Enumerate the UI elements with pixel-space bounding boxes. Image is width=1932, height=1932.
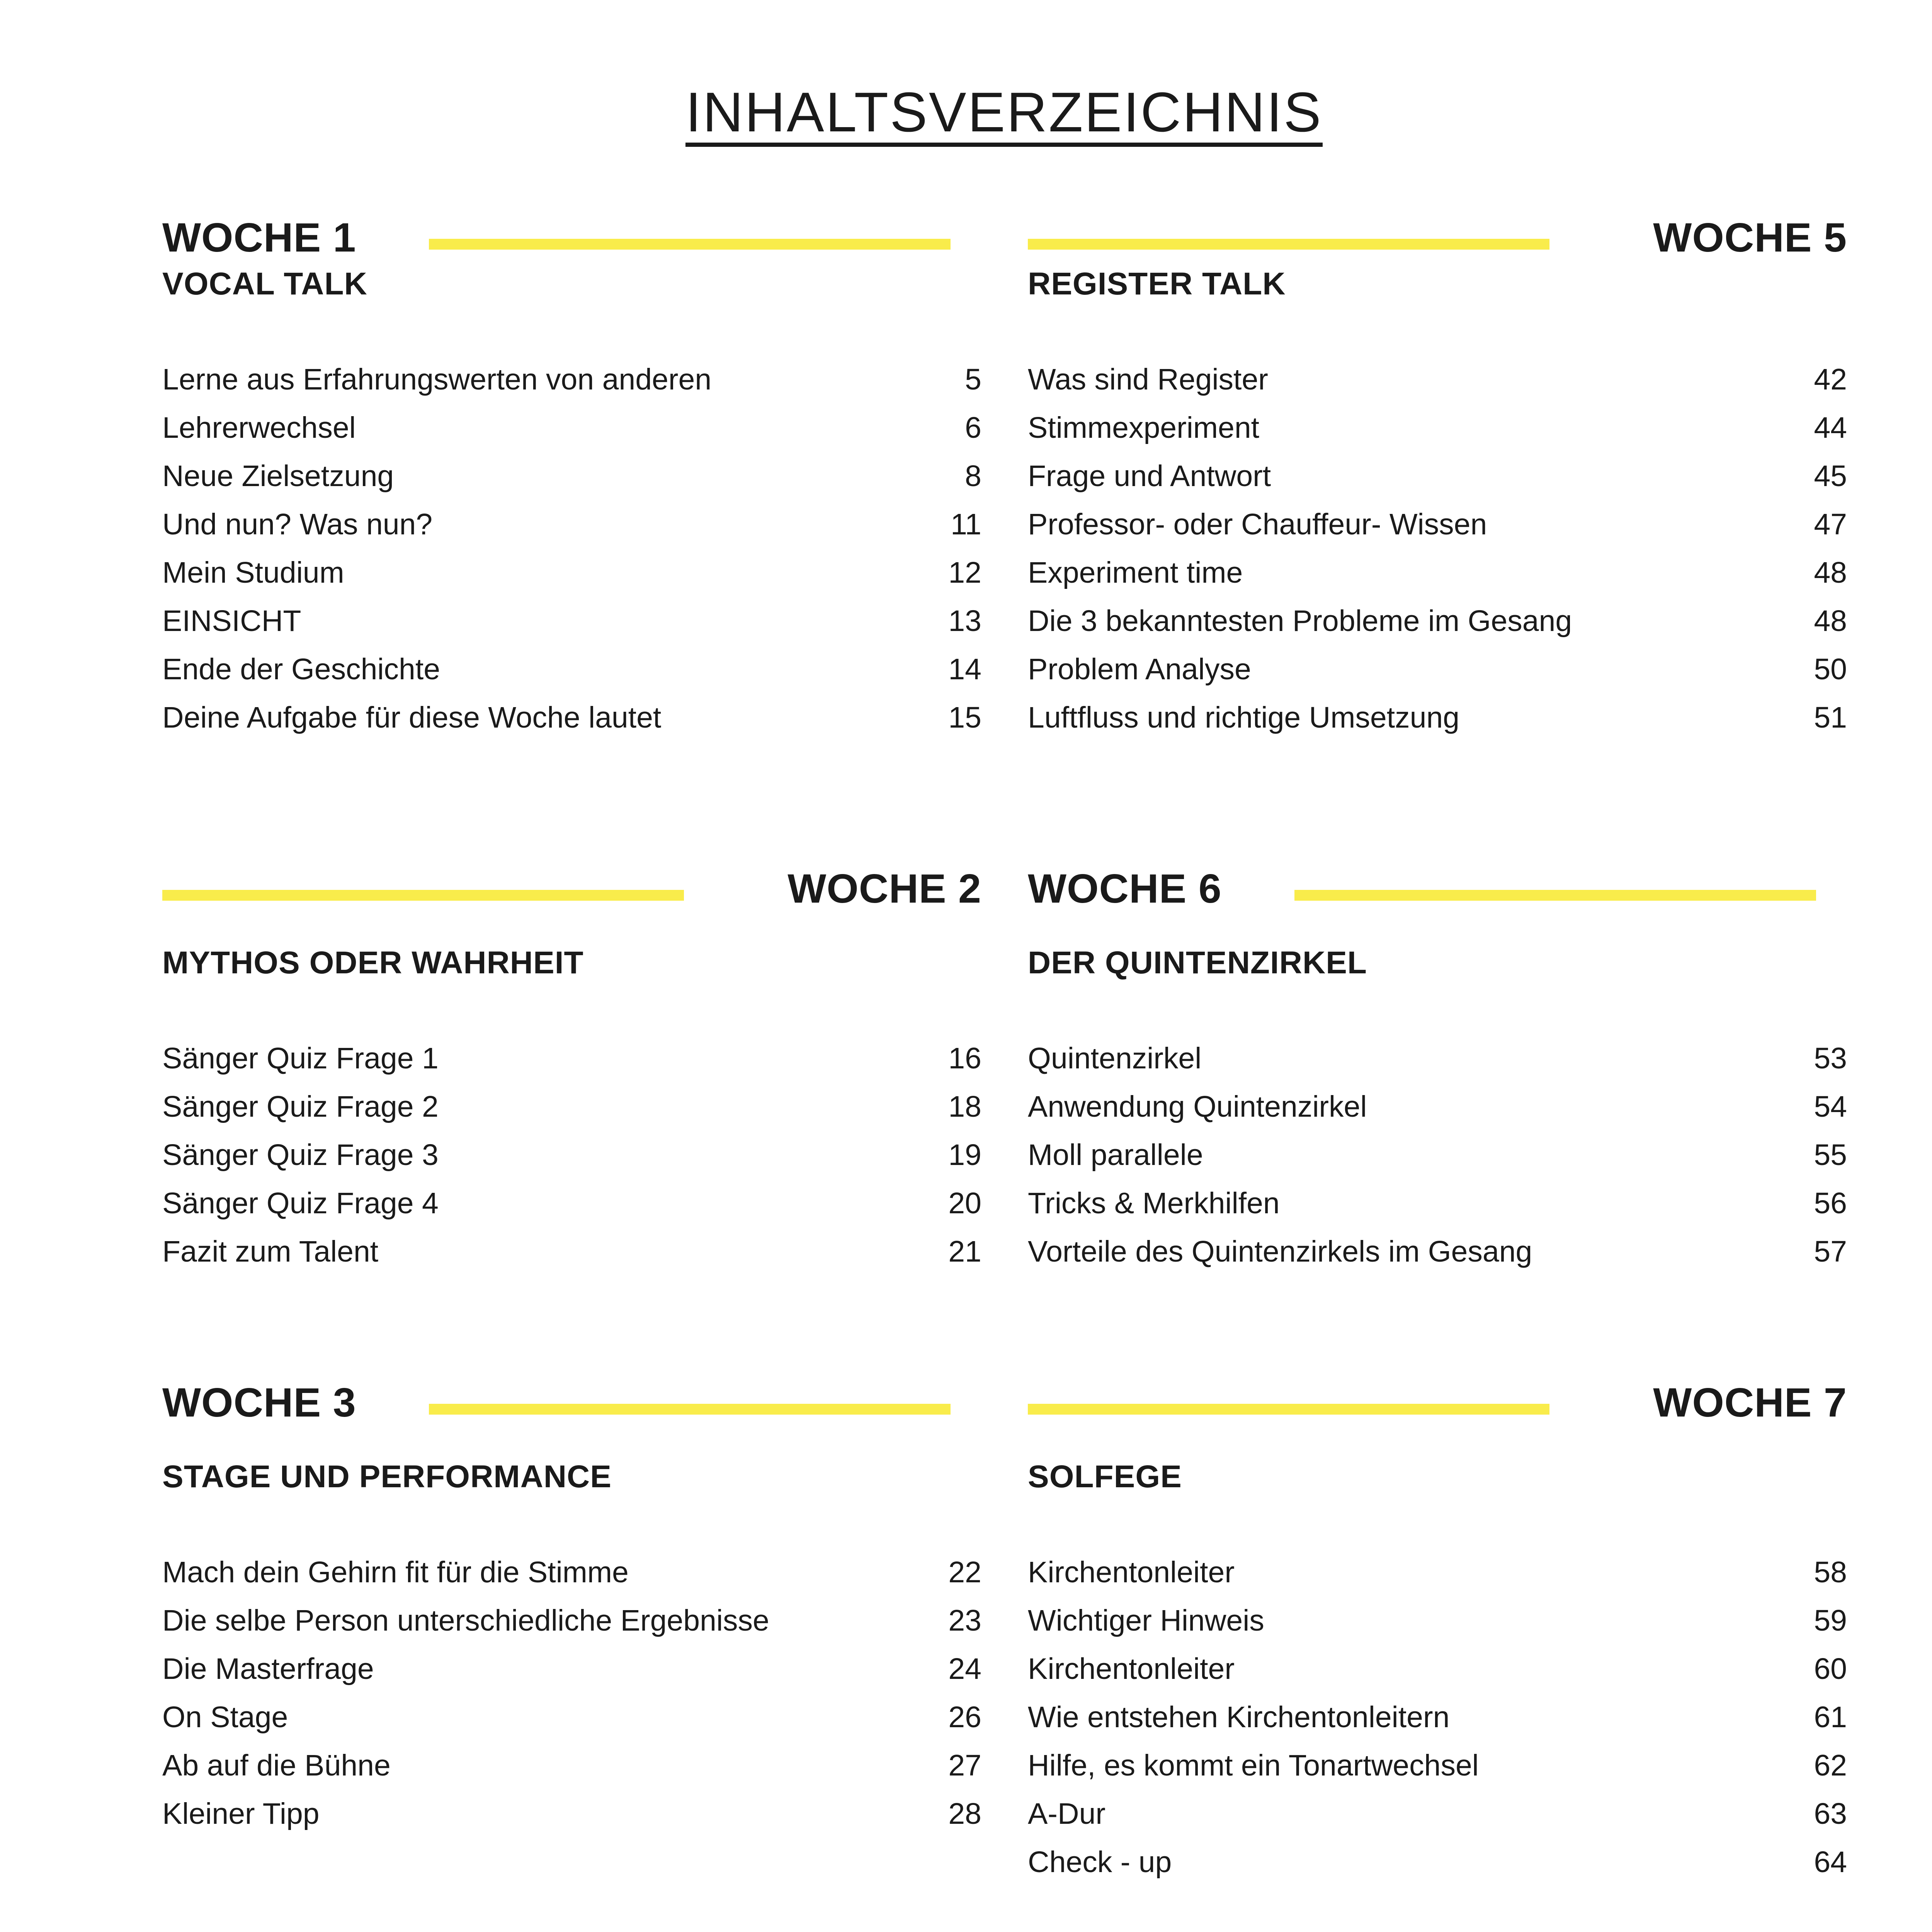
toc-entry-page-number: 48 bbox=[1814, 604, 1847, 638]
toc-entry-page-number: 23 bbox=[948, 1604, 981, 1637]
toc-entry[interactable] bbox=[1028, 549, 1847, 597]
toc-entry-title: Die Masterfrage bbox=[162, 1652, 374, 1685]
toc-entry-page-number: 13 bbox=[948, 604, 981, 638]
toc-entry[interactable] bbox=[162, 694, 981, 742]
toc-entry[interactable] bbox=[162, 1083, 981, 1131]
yellow-divider-bar bbox=[429, 1404, 951, 1415]
week-header bbox=[1028, 1381, 1847, 1424]
toc-entry-page-number: 20 bbox=[948, 1187, 981, 1220]
toc-entry[interactable] bbox=[1028, 1548, 1847, 1597]
toc-entry-page-number: 24 bbox=[948, 1652, 981, 1685]
toc-entry-title: Sänger Quiz Frage 1 bbox=[162, 1042, 439, 1075]
toc-entry-page-number: 22 bbox=[948, 1556, 981, 1589]
toc-entry[interactable] bbox=[1028, 1228, 1847, 1276]
toc-entry-page-number: 47 bbox=[1814, 508, 1847, 541]
toc-entry-page-number: 64 bbox=[1814, 1845, 1847, 1879]
week-label: WOCHE 1 bbox=[162, 215, 356, 260]
toc-entry[interactable] bbox=[1028, 645, 1847, 694]
toc-entry[interactable] bbox=[1028, 1693, 1847, 1742]
toc-entry[interactable] bbox=[1028, 1597, 1847, 1645]
toc-entry[interactable] bbox=[1028, 694, 1847, 742]
toc-entry[interactable] bbox=[162, 1742, 981, 1790]
toc-entry-page-number: 11 bbox=[951, 508, 981, 541]
toc-entry-title: Moll parallele bbox=[1028, 1138, 1203, 1172]
toc-entry-page-number: 42 bbox=[1814, 363, 1847, 396]
toc-entry-page-number: 60 bbox=[1814, 1652, 1847, 1685]
toc-entry-page-number: 59 bbox=[1814, 1604, 1847, 1637]
toc-entry-title: Frage und Antwort bbox=[1028, 459, 1271, 493]
week-header bbox=[162, 216, 981, 259]
toc-entry-title: Sänger Quiz Frage 4 bbox=[162, 1187, 439, 1220]
week-header bbox=[162, 867, 981, 910]
toc-entry-title: Die selbe Person unterschiedliche Ergebnisse bbox=[162, 1604, 769, 1637]
toc-entry-page-number: 6 bbox=[965, 411, 981, 444]
yellow-divider-bar bbox=[1028, 1404, 1549, 1415]
toc-entry-title: Mach dein Gehirn fit für die Stimme bbox=[162, 1556, 629, 1589]
toc-entry[interactable] bbox=[162, 645, 981, 694]
toc-entry-title: Sänger Quiz Frage 3 bbox=[162, 1138, 439, 1172]
toc-entry-title: Ab auf die Bühne bbox=[162, 1749, 391, 1782]
toc-entry-list bbox=[1028, 1034, 1847, 1276]
toc-entry-page-number: 62 bbox=[1814, 1749, 1847, 1782]
toc-entry-page-number: 16 bbox=[948, 1042, 981, 1075]
toc-entry-title: Check - up bbox=[1028, 1845, 1172, 1879]
toc-entry-title: Neue Zielsetzung bbox=[162, 459, 394, 493]
week-label: WOCHE 6 bbox=[1028, 866, 1222, 912]
week-header bbox=[1028, 867, 1847, 910]
toc-entry-page-number: 28 bbox=[948, 1797, 981, 1830]
toc-entry[interactable] bbox=[1028, 597, 1847, 645]
toc-entry-list bbox=[1028, 1548, 1847, 1886]
toc-entry-title: A-Dur bbox=[1028, 1797, 1106, 1830]
section-title: SOLFEGE bbox=[1028, 1459, 1182, 1494]
yellow-divider-bar bbox=[162, 890, 684, 901]
toc-entry-title: Kirchentonleiter bbox=[1028, 1556, 1235, 1589]
toc-entry-title: Vorteile des Quintenzirkels im Gesang bbox=[1028, 1235, 1532, 1268]
toc-entry-title: Mein Studium bbox=[162, 556, 344, 589]
yellow-divider-bar bbox=[1028, 239, 1549, 250]
toc-entry[interactable] bbox=[162, 404, 981, 452]
toc-entry-title: Was sind Register bbox=[1028, 363, 1268, 396]
toc-entry[interactable] bbox=[1028, 404, 1847, 452]
toc-entry-list bbox=[1028, 355, 1847, 742]
toc-entry[interactable] bbox=[162, 549, 981, 597]
toc-entry-title: Lehrerwechsel bbox=[162, 411, 356, 444]
section-title: STAGE UND PERFORMANCE bbox=[162, 1459, 612, 1494]
toc-entry-page-number: 61 bbox=[1814, 1701, 1847, 1734]
toc-entry[interactable] bbox=[162, 1548, 981, 1597]
toc-entry-page-number: 63 bbox=[1814, 1797, 1847, 1830]
section-title: MYTHOS ODER WAHRHEIT bbox=[162, 945, 584, 980]
toc-entry-title: Lerne aus Erfahrungswerten von anderen bbox=[162, 363, 712, 396]
page-title-text: INHALTSVERZEICHNIS bbox=[685, 84, 1322, 147]
week-label: WOCHE 7 bbox=[1653, 1380, 1847, 1425]
toc-entry-page-number: 57 bbox=[1814, 1235, 1847, 1268]
toc-entry-title: Tricks & Merkhilfen bbox=[1028, 1187, 1280, 1220]
toc-entry[interactable] bbox=[1028, 1742, 1847, 1790]
toc-entry[interactable] bbox=[162, 1179, 981, 1228]
toc-entry[interactable] bbox=[1028, 1131, 1847, 1179]
week-header bbox=[162, 1381, 981, 1424]
toc-entry[interactable] bbox=[162, 1597, 981, 1645]
toc-entry-title: Wie entstehen Kirchentonleitern bbox=[1028, 1701, 1450, 1734]
page-title bbox=[0, 81, 1932, 147]
week-section-3 bbox=[162, 1381, 981, 1838]
toc-entry[interactable] bbox=[1028, 1083, 1847, 1131]
toc-entry-list bbox=[162, 1034, 981, 1276]
toc-entry-page-number: 56 bbox=[1814, 1187, 1847, 1220]
toc-entry-title: Kleiner Tipp bbox=[162, 1797, 320, 1830]
toc-entry-page-number: 55 bbox=[1814, 1138, 1847, 1172]
toc-entry-title: Quintenzirkel bbox=[1028, 1042, 1202, 1075]
toc-entry-title: Problem Analyse bbox=[1028, 653, 1251, 686]
week-section-2 bbox=[162, 867, 981, 1276]
toc-entry[interactable] bbox=[162, 1693, 981, 1742]
toc-entry-title: Stimmexperiment bbox=[1028, 411, 1260, 444]
toc-entry[interactable] bbox=[1028, 1645, 1847, 1693]
toc-entry-page-number: 53 bbox=[1814, 1042, 1847, 1075]
toc-entry-title: Wichtiger Hinweis bbox=[1028, 1604, 1264, 1637]
toc-entry-page-number: 50 bbox=[1814, 653, 1847, 686]
toc-entry-page-number: 12 bbox=[948, 556, 981, 589]
toc-entry-list bbox=[162, 1548, 981, 1838]
toc-entry-page-number: 48 bbox=[1814, 556, 1847, 589]
toc-entry-title: Experiment time bbox=[1028, 556, 1243, 589]
week-label: WOCHE 5 bbox=[1653, 215, 1847, 260]
section-title: DER QUINTENZIRKEL bbox=[1028, 945, 1367, 980]
week-section-1 bbox=[162, 216, 981, 742]
week-section-7 bbox=[1028, 1381, 1847, 1886]
toc-entry-title: EINSICHT bbox=[162, 604, 301, 638]
toc-entry-title: Kirchentonleiter bbox=[1028, 1652, 1235, 1685]
toc-entry-page-number: 14 bbox=[948, 653, 981, 686]
week-section-6 bbox=[1028, 867, 1847, 1276]
toc-entry[interactable] bbox=[162, 1228, 981, 1276]
toc-entry-page-number: 45 bbox=[1814, 459, 1847, 493]
toc-entry[interactable] bbox=[1028, 1034, 1847, 1083]
toc-entry-page-number: 26 bbox=[948, 1701, 981, 1734]
section-title: VOCAL TALK bbox=[162, 266, 367, 301]
toc-entry-page-number: 8 bbox=[965, 459, 981, 493]
toc-entry[interactable] bbox=[1028, 452, 1847, 500]
toc-entry[interactable] bbox=[1028, 355, 1847, 404]
toc-entry-page-number: 15 bbox=[948, 701, 981, 734]
toc-entry-title: Hilfe, es kommt ein Tonartwechsel bbox=[1028, 1749, 1479, 1782]
toc-entry-list bbox=[162, 355, 981, 742]
week-label: WOCHE 2 bbox=[787, 866, 981, 912]
toc-entry-page-number: 27 bbox=[948, 1749, 981, 1782]
toc-entry-page-number: 58 bbox=[1814, 1556, 1847, 1589]
toc-entry[interactable] bbox=[162, 1034, 981, 1083]
toc-entry-page-number: 18 bbox=[948, 1090, 981, 1123]
toc-entry[interactable] bbox=[1028, 500, 1847, 549]
yellow-divider-bar bbox=[429, 239, 951, 250]
toc-entry-title: Fazit zum Talent bbox=[162, 1235, 379, 1268]
section-title: REGISTER TALK bbox=[1028, 266, 1286, 301]
toc-entry-title: Deine Aufgabe für diese Woche lautet bbox=[162, 701, 662, 734]
toc-entry[interactable] bbox=[162, 1790, 981, 1838]
toc-entry[interactable] bbox=[162, 355, 981, 404]
toc-entry[interactable] bbox=[162, 1131, 981, 1179]
toc-entry-title: Ende der Geschichte bbox=[162, 653, 440, 686]
toc-entry[interactable] bbox=[162, 500, 981, 549]
toc-entry-page-number: 54 bbox=[1814, 1090, 1847, 1123]
toc-entry-page-number: 51 bbox=[1814, 701, 1847, 734]
toc-entry[interactable] bbox=[1028, 1179, 1847, 1228]
week-header bbox=[1028, 216, 1847, 259]
toc-entry[interactable] bbox=[162, 1645, 981, 1693]
toc-entry-title: Sänger Quiz Frage 2 bbox=[162, 1090, 439, 1123]
toc-entry-title: On Stage bbox=[162, 1701, 288, 1734]
toc-entry-page-number: 44 bbox=[1814, 411, 1847, 444]
yellow-divider-bar bbox=[1294, 890, 1816, 901]
toc-entry-title: Professor- oder Chauffeur- Wissen bbox=[1028, 508, 1487, 541]
toc-entry-title: Die 3 bekanntesten Probleme im Gesang bbox=[1028, 604, 1572, 638]
toc-entry-title: Und nun? Was nun? bbox=[162, 508, 433, 541]
toc-entry-title: Luftfluss und richtige Umsetzung bbox=[1028, 701, 1460, 734]
toc-entry[interactable] bbox=[1028, 1790, 1847, 1838]
toc-entry[interactable] bbox=[1028, 1838, 1847, 1886]
week-label: WOCHE 3 bbox=[162, 1380, 356, 1425]
toc-entry[interactable] bbox=[162, 452, 981, 500]
toc-entry[interactable] bbox=[162, 597, 981, 645]
toc-entry-page-number: 21 bbox=[948, 1235, 981, 1268]
toc-entry-page-number: 5 bbox=[965, 363, 981, 396]
week-section-5 bbox=[1028, 216, 1847, 742]
toc-entry-page-number: 19 bbox=[948, 1138, 981, 1172]
toc-entry-title: Anwendung Quintenzirkel bbox=[1028, 1090, 1367, 1123]
